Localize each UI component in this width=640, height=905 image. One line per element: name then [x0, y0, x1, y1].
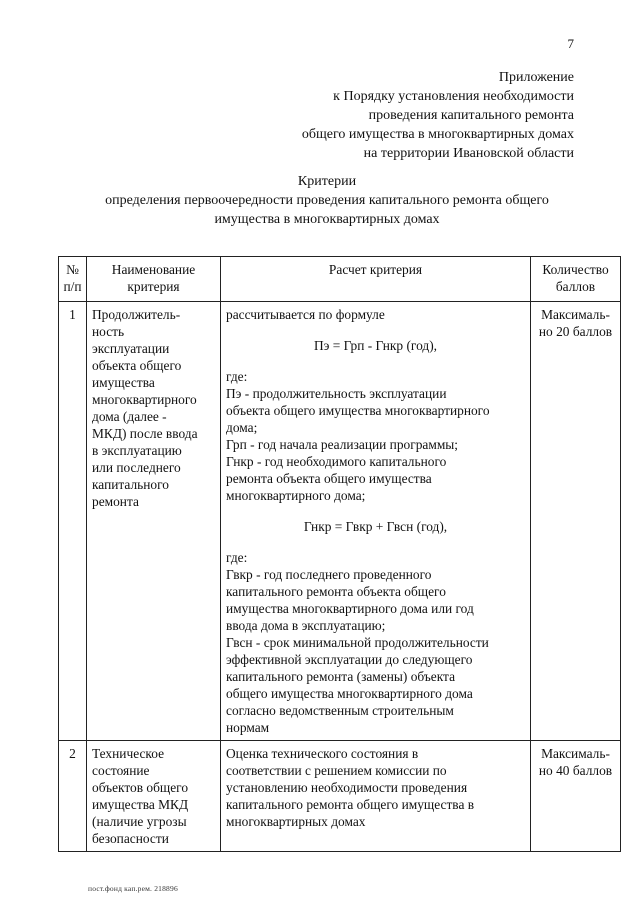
row-number: 1: [59, 302, 87, 741]
score-line: Максималь-: [541, 307, 610, 322]
name-line: многоквартирного: [92, 392, 197, 407]
name-line: МКД) после ввода: [92, 426, 198, 441]
page-number: 7: [567, 36, 574, 51]
title-heading: Критерии: [297, 174, 357, 189]
calc-definition: Гвсн - срок минимальной продолжительности: [226, 635, 489, 650]
score-line: но 20 баллов: [538, 324, 613, 339]
name-line: имущества МКД: [92, 797, 189, 812]
calc-definition: многоквартирного дома;: [226, 488, 366, 503]
calc-line: многоквартирных домах: [226, 814, 366, 829]
calc-intro: рассчитывается по формуле: [226, 307, 385, 322]
criteria-table: [58, 256, 621, 852]
calc-definition: эффективной эксплуатации до следующего: [226, 652, 473, 667]
header-name-line: критерия: [127, 279, 180, 294]
calc-line: Оценка технического состояния в: [226, 746, 419, 761]
criterion-calculation: [221, 741, 531, 852]
row-number: 2: [59, 741, 87, 852]
header-number-line: №: [66, 262, 79, 277]
header-score-line: Количество: [542, 262, 609, 277]
name-line: ность: [92, 324, 125, 339]
name-line: ремонта: [92, 494, 139, 509]
name-line: объектов общего: [92, 780, 189, 795]
formula: Пэ = Грп - Гнкр (год),: [313, 338, 438, 353]
name-line: безопасности: [92, 831, 169, 846]
criterion-score: [531, 302, 621, 741]
calc-definition: общего имущества многоквартирного дома: [226, 686, 473, 701]
header-score: [531, 257, 621, 302]
appendix-line: Приложение: [498, 70, 574, 85]
name-line: Техническое: [92, 746, 165, 761]
name-line: имущества: [92, 375, 155, 390]
document-title: [70, 172, 584, 229]
calc-definition: объекта общего имущества многоквартирного: [226, 403, 490, 418]
name-line: эксплуатации: [92, 341, 170, 356]
title-line: определения первоочередности проведения капитального ремонта общего: [105, 193, 549, 208]
name-line: капитального: [92, 477, 169, 492]
formula: Гнкр = Гвкр + Гвсн (год),: [303, 519, 448, 534]
calc-where: где:: [226, 550, 248, 565]
table-row: [59, 302, 621, 741]
header-calc: [221, 257, 531, 302]
criterion-score: [531, 741, 621, 852]
score-line: но 40 баллов: [538, 763, 613, 778]
header-number-line: п/п: [63, 279, 82, 294]
calc-line: установлению необходимости проведения: [226, 780, 468, 795]
name-line: объекта общего: [92, 358, 182, 373]
calc-line: капитального ремонта общего имущества в: [226, 797, 475, 812]
table-header-row: [59, 257, 621, 302]
calc-where: где:: [226, 369, 248, 384]
calc-definition: капитального ремонта (замены) объекта: [226, 669, 456, 684]
table-row: [59, 741, 621, 852]
calc-definition: ввода дома в эксплуатацию;: [226, 618, 386, 633]
calc-definition: Гнкр - год необходимого капитального: [226, 454, 447, 469]
criterion-calculation: [221, 302, 531, 741]
appendix-line: к Порядку установления необходимости: [333, 89, 574, 104]
name-line: или последнего: [92, 460, 181, 475]
header-number: [59, 257, 87, 302]
header-name: [87, 257, 221, 302]
calc-definition: капитального ремонта объекта общего: [226, 584, 446, 599]
calc-definition: согласно ведомственным строительным: [226, 703, 454, 718]
calc-line: соответствии с решением комиссии по: [226, 763, 447, 778]
criterion-name: [87, 302, 221, 741]
title-line: имущества в многоквартирных домах: [214, 212, 440, 227]
criterion-name: [87, 741, 221, 852]
name-line: состояние: [92, 763, 150, 778]
calc-definition: ремонта объекта общего имущества: [226, 471, 432, 486]
calc-definition: Пэ - продолжительность эксплуатации: [226, 386, 447, 401]
appendix-line: проведения капитального ремонта: [368, 108, 574, 123]
calc-definition: Гвкр - год последнего проведенного: [226, 567, 432, 582]
header-calc-line: Расчет критерия: [328, 262, 423, 277]
appendix-line: общего имущества в многоквартирных домах: [301, 127, 574, 142]
appendix-heading: [154, 68, 574, 163]
name-line: дома (далее -: [92, 409, 167, 424]
score-line: Максималь-: [541, 746, 610, 761]
appendix-line: на территории Ивановской области: [363, 146, 574, 161]
calc-definition: имущества многоквартирного дома или год: [226, 601, 474, 616]
name-line: (наличие угрозы: [92, 814, 187, 829]
calc-definition: Грп - год начала реализации программы;: [226, 437, 459, 452]
calc-definition: нормам: [226, 720, 270, 735]
name-line: в эксплуатацию: [92, 443, 182, 458]
header-score-line: баллов: [555, 279, 596, 294]
name-line: Продолжитель-: [92, 307, 181, 322]
footer-code: пост.фонд кап.рем. 218896: [88, 884, 178, 893]
header-name-line: Наименование: [111, 262, 196, 277]
calc-definition: дома;: [226, 420, 258, 435]
